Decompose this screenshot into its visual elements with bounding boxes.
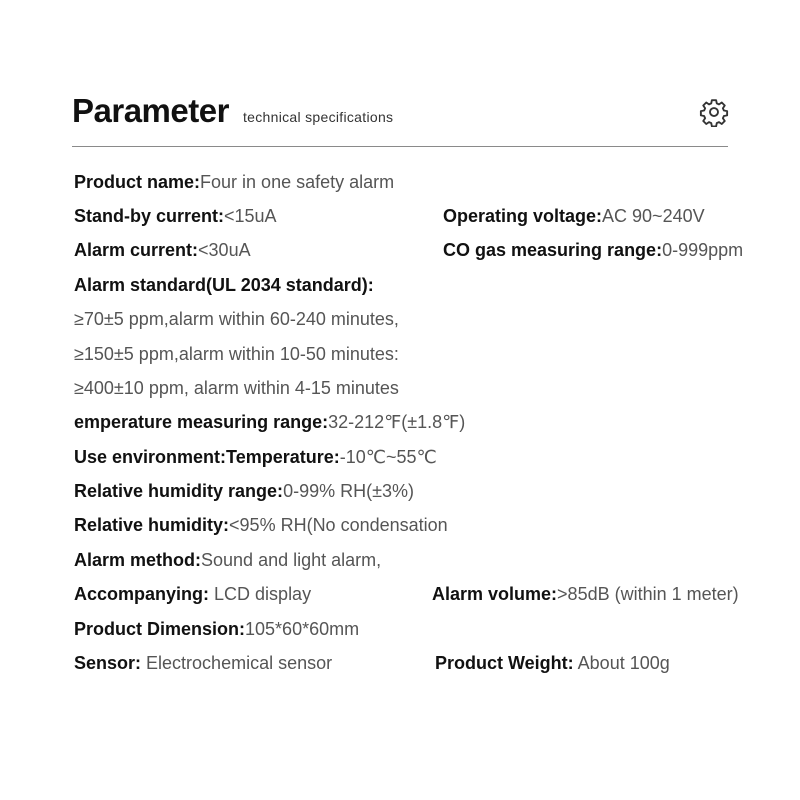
spec-row-alarm-standard [74,272,374,298]
spec-value: ≥150±5 ppm,alarm within 10-50 minutes: [74,344,399,364]
spec-label: Product Weight: [435,653,574,673]
spec-value: 32-212℉(±1.8℉) [328,412,466,432]
spec-label: Use environment:Temperature: [74,447,340,467]
spec-row-accompanying [74,581,739,607]
spec-row-alarm-line-1 [74,306,399,332]
spec-label: Operating voltage: [443,206,603,226]
page-subtitle: technical specifications [242,109,394,125]
spec-value: <15uA [224,206,277,226]
spec-value: Electrochemical sensor [141,653,333,673]
spec-value: -10℃~55℃ [339,447,437,467]
spec-row-dimension [74,616,359,642]
spec-label: emperature measuring range: [74,412,329,432]
spec-operating-voltage [443,203,705,229]
spec-label: Relative humidity range: [74,481,284,501]
spec-label: Product Dimension: [74,619,246,639]
spec-label: CO gas measuring range: [443,240,663,260]
spec-value: Four in one safety alarm [200,172,395,192]
spec-alarm-volume [432,581,739,607]
gear-icon [699,97,729,127]
spec-row-product-name [74,169,394,195]
spec-label: Accompanying: [74,584,210,604]
spec-row-rh [74,512,448,538]
spec-label: Relative humidity: [74,515,230,535]
spec-row-alarm-line-3 [74,375,399,401]
spec-row-standby-current [74,203,705,229]
spec-value: LCD display [209,584,312,604]
spec-label: Product name: [74,172,201,192]
spec-label: Alarm standard(UL 2034 standard): [74,275,374,295]
spec-row-sensor [74,650,670,676]
spec-row-use-environment [74,444,437,470]
header-divider [72,146,728,147]
spec-co-range [443,237,743,263]
spec-row-alarm-line-2 [74,341,399,367]
spec-value: Sound and light alarm, [201,550,382,570]
spec-value: About 100g [573,653,670,673]
spec-label: Alarm volume: [432,584,558,604]
spec-row-temp-range [74,409,465,435]
spec-value: ≥400±10 ppm, alarm within 4-15 minutes [74,378,399,398]
page-header [72,92,393,130]
spec-weight [435,650,670,676]
spec-value: AC 90~240V [602,206,705,226]
spec-value: 0-99% RH(±3%) [283,481,414,501]
spec-value: <30uA [198,240,251,260]
spec-value: 105*60*60mm [245,619,360,639]
spec-value: ≥70±5 ppm,alarm within 60-240 minutes, [74,309,399,329]
spec-row-rh-range [74,478,414,504]
spec-value: 0-999ppm [662,240,744,260]
spec-value: <95% RH(No condensation [229,515,448,535]
spec-label: Alarm current: [74,240,199,260]
spec-value: >85dB (within 1 meter) [557,584,739,604]
spec-row-alarm-current [74,237,744,263]
spec-label: Stand-by current: [74,206,225,226]
page-title: Parameter [72,92,229,129]
spec-label: Alarm method: [74,550,202,570]
spec-row-alarm-method [74,547,381,573]
spec-label: Sensor: [74,653,142,673]
